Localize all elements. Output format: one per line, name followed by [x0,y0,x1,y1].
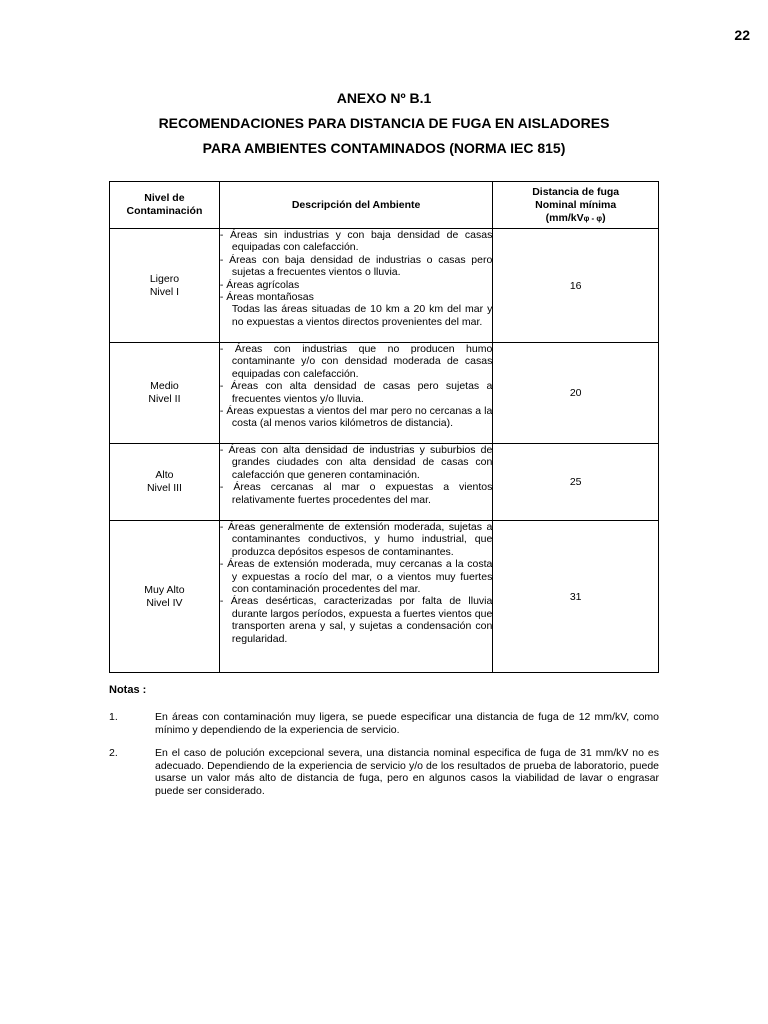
description-cell [219,444,492,521]
level-name: Muy Alto [144,583,185,596]
description-item: - Áreas desérticas, caracterizadas por falta de lluvia durante largos períodos, expuesta a fuertes vientos que transporten arena y sal, y sujetas a condensación con regularidad. [219,595,493,645]
description-cell [219,343,492,444]
table-header-row [110,182,659,229]
description-extra: Todas las áreas situadas de 10 km a 20 km del mar y no expuestas a vientos directos provenientes del mar. [231,303,493,328]
document-title-line-2: PARA AMBIENTES CONTAMINADOS (NORMA IEC 815) [202,140,566,156]
header-environment-description: Descripción del Ambiente [219,182,492,229]
description-item: - Áreas con industrias que no producen humo contaminante y/o con densidad moderada de casas equipadas con calefacción. [219,343,493,380]
description-cell [219,229,492,343]
document-title-line-1: RECOMENDACIONES PARA DISTANCIA DE FUGA EN AISLADORES [158,115,610,131]
note-text: En áreas con contaminación muy ligera, se puede especificar una distancia de fuga de 12 mm/kV, como mínimo y dependiendo de la experiencia de servicio. [155,711,659,736]
creepage-value: 20 [493,343,659,444]
description-item: - Áreas generalmente de extensión moderada, sujetas a contaminantes conductivos, y humo industrial, que produzca depósitos espesos de contaminantes. [219,521,493,558]
table-row [110,343,659,444]
description-cell [219,521,492,673]
notes-title: Notas : [109,684,147,696]
note-item [109,711,659,736]
note-number: 1. [109,711,118,723]
description-item: - Áreas sin industrias y con baja densidad de casas equipadas con calefacción. [219,229,493,254]
level-label: Nivel III [146,482,182,494]
level-cell [110,229,220,343]
note-item [109,747,659,797]
level-cell [110,521,220,673]
level-cell [110,444,220,521]
level-label: Nivel I [149,285,180,298]
level-label: Nivel II [148,393,181,405]
document-header [0,86,768,161]
level-name: Alto [155,469,174,481]
level-name: Ligero [149,272,180,285]
table-row [110,229,659,343]
description-item: - Áreas con alta densidad de industrias y suburbios de grandes ciudades con alta densidad de casas con calefacción que generen contaminación. [219,444,493,481]
level-cell [110,343,220,444]
note-number: 2. [109,747,118,759]
header-creepage-distance: Distancia de fuga Nominal mínima (mm/kVφ - φ) [493,182,659,229]
description-item: - Áreas cercanas al mar o expuestas a vientos relativamente fuertes procedentes del mar. [219,481,493,506]
description-item: - Áreas expuestas a vientos del mar pero no cercanas a la costa (al menos varios kilómetros de distancia). [219,405,493,430]
description-item: - Áreas montañosas [219,291,314,304]
level-label: Nivel IV [146,596,183,609]
header-contamination-level: Nivel de Contaminación [110,182,220,229]
page-number: 22 [734,27,750,43]
pollution-levels-table [109,181,659,673]
table-row [110,444,659,521]
level-name: Medio [150,380,179,392]
table-row [110,521,659,673]
note-text: En el caso de polución excepcional severa, una distancia nominal especifica de fuga de 31 mm/kV no es adecuado. Dependiendo de la experiencia de servicio y/o de los resultados de prueba de laboratorio, puede usarse un valor más alto de distancia de fuga, pero en algunos casos la viabilidad de lavar o engrasar puede ser considerado. [155,747,659,797]
description-item: - Áreas con baja densidad de industrias o casas pero sujetas a frecuentes vientos o lluvia. [219,253,493,279]
description-item: - Áreas con alta densidad de casas pero sujetas a frecuentes vientos y/o lluvia. [219,380,493,405]
creepage-value: 31 [493,521,659,673]
creepage-value: 16 [493,229,659,343]
creepage-value: 25 [493,444,659,521]
description-item: - Áreas agrícolas [219,278,300,291]
annex-title: ANEXO Nº B.1 [336,90,432,106]
description-item: - Áreas de extensión moderada, muy cercanas a la costa y expuestas a rocío del mar, o a vientos muy fuertes con contaminación procedentes del mar. [219,558,493,596]
